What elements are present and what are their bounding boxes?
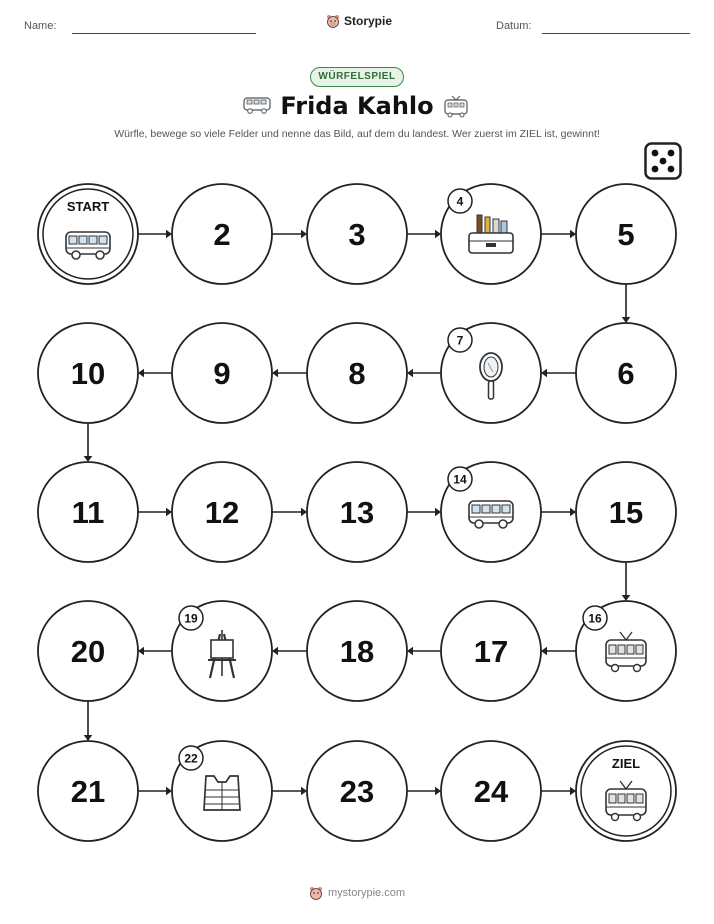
space-number: 8 <box>348 356 366 391</box>
name-label: Name: <box>24 20 57 32</box>
space-number: 18 <box>339 634 375 669</box>
arrow-head <box>570 787 576 796</box>
space-number: 11 <box>71 495 105 530</box>
space-number: 2 <box>213 217 231 252</box>
start-label: START <box>66 199 110 214</box>
bear-logo-icon <box>309 886 323 900</box>
board-space <box>576 462 676 562</box>
board-space <box>38 741 138 841</box>
arrow-head <box>570 230 576 239</box>
board-space <box>441 184 541 284</box>
board-space <box>441 462 541 562</box>
board-space <box>307 323 407 423</box>
space-number: 5 <box>617 217 635 252</box>
space-number: 16 <box>588 611 602 626</box>
arrow-head <box>622 595 631 601</box>
space-number: 17 <box>473 634 509 669</box>
instructions: Würfle, bewege so viele Felder und nenne das Bild, auf dem du landest. Wer zuerst im ZIEL ist, gewinnt! <box>114 128 600 140</box>
space-number: 10 <box>70 356 106 391</box>
board-space <box>307 184 407 284</box>
board-space <box>172 184 272 284</box>
arrow-head <box>541 369 547 378</box>
space-number: 4 <box>456 194 464 209</box>
footer-url: mystorypie.com <box>327 887 406 899</box>
board-space <box>307 741 407 841</box>
board-space <box>38 462 138 562</box>
board-space <box>576 601 676 701</box>
board-space <box>576 323 676 423</box>
space-number: 15 <box>608 495 644 530</box>
board-space <box>307 462 407 562</box>
space-number: 22 <box>184 751 198 766</box>
board-space <box>172 462 272 562</box>
space-number: 9 <box>213 356 231 391</box>
start-space <box>38 184 138 284</box>
finish-label: ZIEL <box>611 756 641 771</box>
arrow-head <box>541 647 547 656</box>
board-space <box>441 741 541 841</box>
board-space <box>576 184 676 284</box>
space-number: 23 <box>339 774 375 809</box>
space-number: 6 <box>617 356 635 391</box>
arrow-head <box>84 735 93 741</box>
board-space <box>307 601 407 701</box>
board-space <box>38 323 138 423</box>
space-number: 14 <box>453 472 467 487</box>
arrow-head <box>570 508 576 517</box>
footer <box>0 886 714 900</box>
game-type-badge: WÜRFELSPIEL <box>310 67 404 87</box>
finish-space <box>576 741 676 841</box>
board-space <box>172 601 272 701</box>
board-space <box>441 601 541 701</box>
space-number: 24 <box>473 774 509 809</box>
brand-name: Storypie <box>344 14 393 28</box>
space-number: 12 <box>204 495 240 530</box>
board-space <box>172 741 272 841</box>
board-space <box>172 323 272 423</box>
space-number: 20 <box>70 634 106 669</box>
space-number: 3 <box>348 217 366 252</box>
board-space <box>38 601 138 701</box>
space-number: 19 <box>184 611 198 626</box>
board-space <box>441 323 541 423</box>
space-number: 21 <box>70 774 106 809</box>
space-number: 7 <box>456 333 464 348</box>
date-label: Datum: <box>496 20 532 32</box>
space-number: 13 <box>339 495 375 530</box>
page-title: Frida Kahlo <box>280 92 434 120</box>
